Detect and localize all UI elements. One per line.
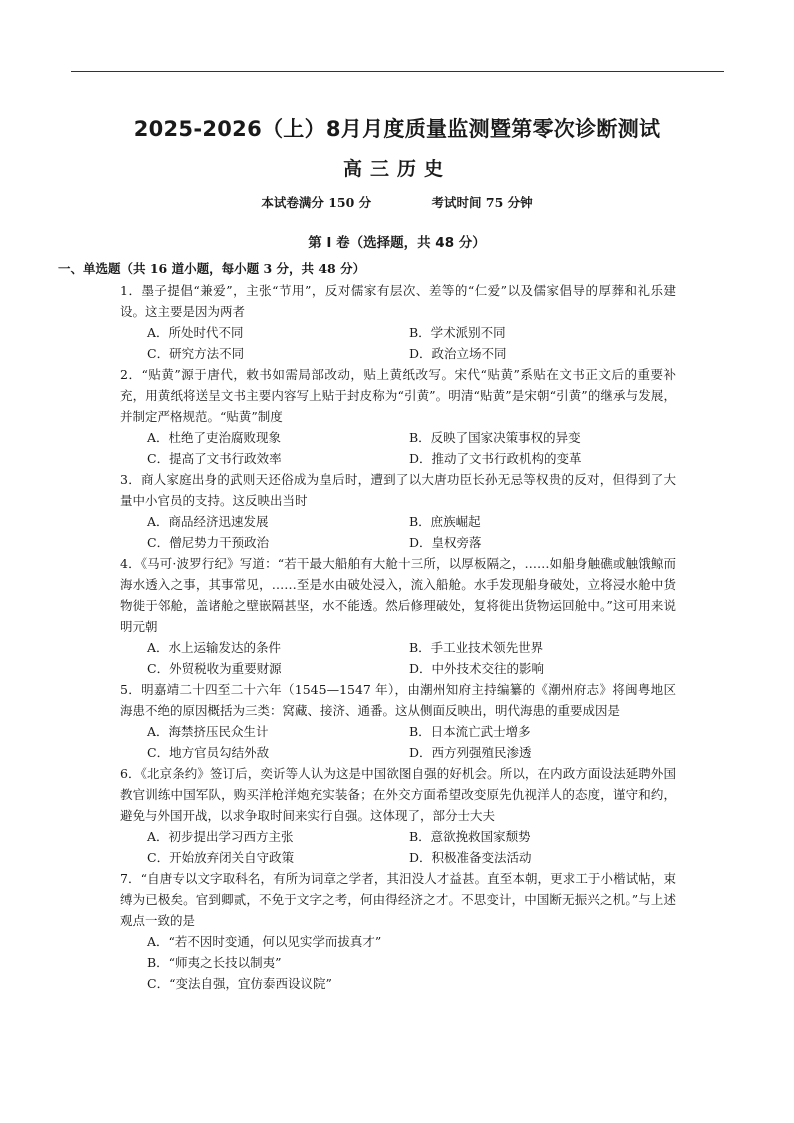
- time-limit: 考试时间 75 分钟: [431, 195, 533, 210]
- question-stem: 7．“自唐专以文字取科名，有所为词章之学者，其汨没人才益甚。直至本朝，更求工于小楷试帖，束缚为已极矣。官到卿贰，不免于文字之考，何由得经济之才。不思变计，中国断无振兴之机。”与上述观点一致的是: [120, 871, 676, 928]
- option-c[interactable]: C．“变法自强，宜仿泰西设议院”: [147, 976, 332, 991]
- option-a[interactable]: A．初步提出学习西方主张: [147, 829, 294, 844]
- option-d[interactable]: D．积极准备变法活动: [409, 850, 532, 865]
- section-heading: 一、单选题（共 16 道小题，每小题 3 分，共 48 分）: [58, 261, 366, 276]
- option-c[interactable]: C．提高了文书行政效率: [147, 451, 282, 466]
- option-group: [120, 931, 676, 994]
- question: [120, 763, 676, 868]
- question: [120, 679, 676, 763]
- part-heading: 第 I 卷（选择题，共 48 分）: [308, 235, 486, 251]
- option-d[interactable]: D．推动了文书行政机构的变革: [409, 451, 582, 466]
- option-group: [120, 322, 676, 364]
- question-stem: 4．《马可·波罗行纪》写道：“若干最大船舶有大舱十三所，以厚板隔之，……如船身触礁或触饿鲸而海水透入之事，其事常见，……至是水由破处浸入，流入船舱。水手发现船身破处，立将浸水舱中货物徙于邻舱，盖诸舱之壁嵌隔甚坚，水不能透。然后修理破处，复将徙出货物运回舱中。”这可用来说明元朝: [120, 556, 676, 634]
- question-stem: 1．墨子提倡“兼爱”，主张“节用”，反对儒家有层次、差等的“仁爱”以及儒家倡导的厚葬和礼乐建设。这主要是因为两者: [120, 283, 676, 319]
- option-b[interactable]: B．日本流亡武士增多: [409, 724, 531, 739]
- header-rule: [71, 71, 724, 72]
- question-stem: 6．《北京条约》签订后，奕䜣等人认为这是中国欲图自强的好机会。所以，在内政方面设法延聘外国教官训练中国军队，购买洋枪洋炮充实装备；在外交方面希望改变原先仇视洋人的态度，谨守和约，避免与外国开战，以求争取时间来实行自强。这体现了，部分士大夫: [120, 766, 676, 823]
- option-a[interactable]: A．“若不因时变通，何以见实学而拔真才”: [147, 934, 382, 949]
- question: [120, 868, 676, 994]
- option-b[interactable]: B．“师夷之长技以制夷”: [147, 955, 282, 970]
- option-group: [120, 826, 676, 868]
- question: [120, 553, 676, 679]
- option-a[interactable]: A．杜绝了吏治腐败现象: [147, 430, 282, 445]
- option-a[interactable]: A．商品经济迅速发展: [147, 514, 269, 529]
- option-d[interactable]: D．西方列强殖民渗透: [409, 745, 532, 760]
- option-a[interactable]: A．海禁挤压民众生计: [147, 724, 269, 739]
- exam-subject: 高三历史: [342, 158, 451, 180]
- option-a[interactable]: A．所处时代不同: [147, 325, 244, 340]
- question-stem: 3．商人家庭出身的武则天还俗成为皇后时，遭到了以大唐功臣长孙无忌等权贵的反对，但得到了大量中小官员的支持。这反映出当时: [120, 472, 676, 508]
- question: [120, 469, 676, 553]
- option-c[interactable]: C．僧尼势力干预政治: [147, 535, 270, 550]
- option-b[interactable]: B．庶族崛起: [409, 514, 481, 529]
- question-stem: 5．明嘉靖二十四至二十六年（1545—1547 年），由潮州知府主持编纂的《潮州府志》将闽粤地区海患不绝的原因概括为三类：窝藏、接济、通番。这从侧面反映出，明代海患的重要成因是: [120, 682, 676, 718]
- option-b[interactable]: B．意欲挽救国家颓势: [409, 829, 531, 844]
- full-score: 本试卷满分 150 分: [261, 195, 372, 210]
- option-group: [120, 511, 676, 553]
- exam-title: 2025-2026（上）8月月度质量监测暨第零次诊断测试: [133, 117, 661, 141]
- option-group: [120, 427, 676, 469]
- option-c[interactable]: C．外贸税收为重要财源: [147, 661, 282, 676]
- option-group: [120, 637, 676, 679]
- option-d[interactable]: D．皇权旁落: [409, 535, 482, 550]
- option-b[interactable]: B．学术派别不同: [409, 325, 506, 340]
- question: [120, 280, 676, 364]
- exam-meta: [0, 193, 794, 211]
- option-c[interactable]: C．开始放弃闭关自守政策: [147, 850, 295, 865]
- option-b[interactable]: B．手工业技术领先世界: [409, 640, 544, 655]
- question-list: [120, 280, 676, 994]
- option-d[interactable]: D．中外技术交往的影响: [409, 661, 545, 676]
- option-c[interactable]: C．研究方法不同: [147, 346, 245, 361]
- option-d[interactable]: D．政治立场不同: [409, 346, 507, 361]
- option-c[interactable]: C．地方官员勾结外敌: [147, 745, 270, 760]
- option-group: [120, 721, 676, 763]
- option-b[interactable]: B．反映了国家决策事权的异变: [409, 430, 581, 445]
- question: [120, 364, 676, 469]
- question-stem: 2．“贴黄”源于唐代，敕书如需局部改动，贴上黄纸改写。宋代“贴黄”系贴在文书正文后的重要补充，用黄纸将送呈文书主要内容写上贴于封皮称为“引黄”。明清“贴黄”是宋朝“引黄”的继承与发展，并制定严格规范。“贴黄”制度: [120, 367, 676, 424]
- option-a[interactable]: A．水上运输发达的条件: [147, 640, 282, 655]
